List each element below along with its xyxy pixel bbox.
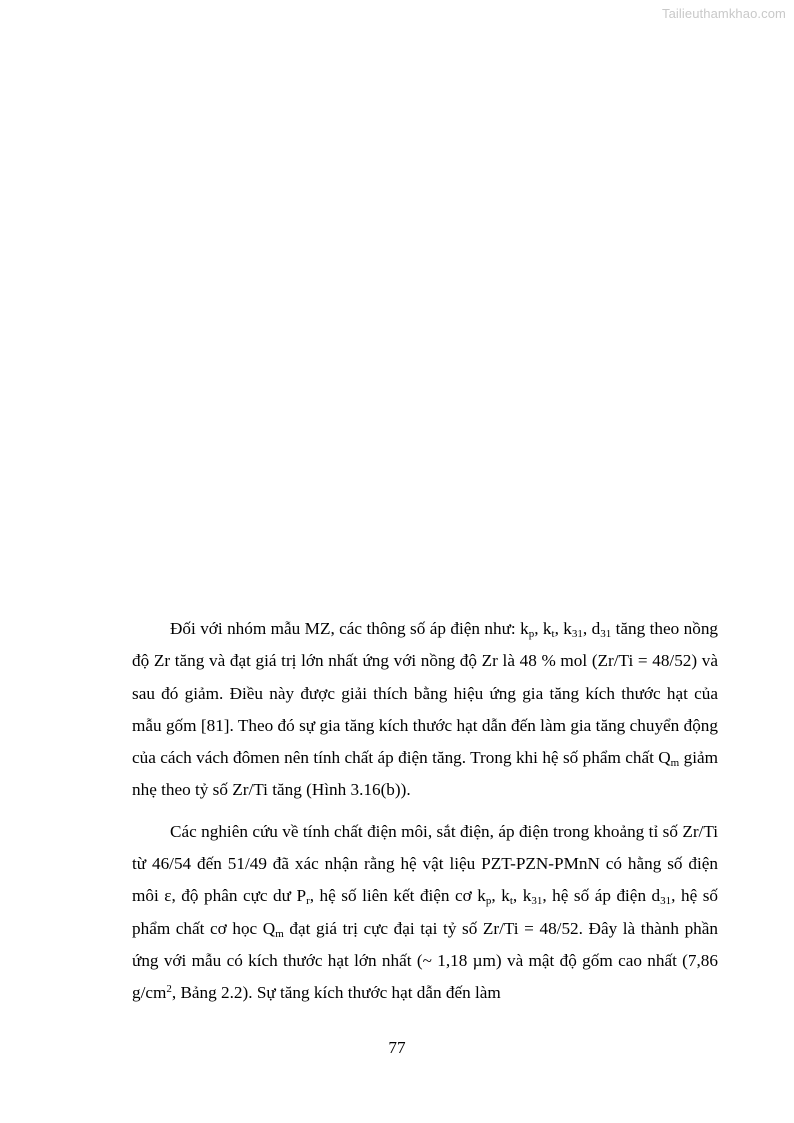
text-run: , hệ số phẩm chất cơ học Q: [132, 886, 719, 938]
subscript: 31: [600, 628, 612, 640]
text-run: , k: [554, 619, 572, 638]
text-run: , d: [582, 619, 601, 638]
body-text: [132, 613, 718, 1010]
subscript: 31: [531, 895, 543, 908]
subscript: p: [528, 628, 535, 640]
paragraph: [132, 816, 718, 1010]
watermark: Tailieuthamkhao.com: [661, 6, 786, 21]
subscript: m: [670, 757, 680, 770]
subscript: 31: [571, 628, 583, 640]
paragraph: [132, 613, 718, 807]
subscript: 31: [660, 895, 672, 908]
text-run: , k: [491, 886, 510, 906]
subscript: p: [485, 895, 492, 908]
text-run: , hệ số áp điện d: [542, 886, 661, 906]
text-run: đạt giá trị cực đại tại tỷ số Zr/Ti = 48/52. Đây là thành phần ứng với mẫu có kích thước hạt lớn nhất (~ 1,18 µm) và mật độ gốm cao nhất (7,86 g/cm: [132, 918, 718, 1003]
text-run: Đối với nhóm mẫu MZ, các thông số áp điện như: k: [170, 619, 529, 638]
text-run: Các nghiên cứu về tính chất điện môi, sắt điện, áp điện trong khoảng tỉ số Zr/Ti từ 46/54 đến 51/49 đã xác nhận rằng hệ vật liệu PZT-PZN-PMnN có hằng số điện môi ε, độ phân cực dư P: [132, 821, 718, 906]
subscript: m: [275, 927, 284, 940]
text-run: , k: [534, 619, 552, 638]
text-run: , Bảng 2.2). Sự tăng kích thước hạt dẫn đến làm: [171, 983, 501, 1003]
subscript: t: [551, 628, 555, 640]
text-run: giảm nhẹ theo tỷ số Zr/Ti tăng (Hình 3.16(b)).: [132, 748, 719, 800]
text-run: , k: [512, 886, 532, 906]
page-number: 77: [388, 1038, 406, 1057]
text-run: , hệ số liên kết điện cơ k: [309, 886, 486, 906]
subscript: r: [306, 895, 310, 908]
text-run: tăng theo nồng độ Zr tăng và đạt giá trị lớn nhất ứng với nồng độ Zr là 48 % mol (Zr/Ti = 48/52) và sau đó giảm. Điều này được giải thích bằng hiệu ứng gia tăng kích thước hạt của mẫu gốm [81]. Theo đó sự gia tăng kích thước hạt dẫn đến làm gia tăng chuyển động của cách vách đômen nên tính chất áp điện tăng. Trong khi hệ số phẩm chất Q: [132, 619, 719, 768]
superscript: 2: [166, 983, 172, 996]
subscript: t: [509, 895, 513, 908]
